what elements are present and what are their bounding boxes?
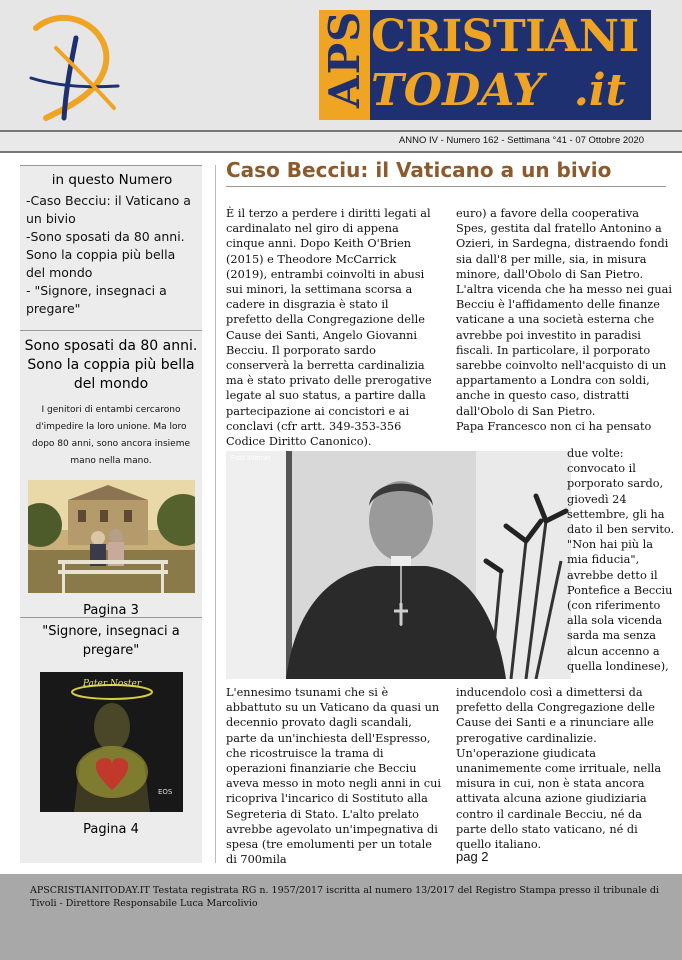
toc-item[interactable]: -Sono sposati da 80 anni. Sono la coppia più bella del mondo xyxy=(26,229,185,280)
issue-info: ANNO IV - Numero 162 - Settimana °41 - 07 Ottobre 2020 xyxy=(398,135,644,146)
brand-tld: .it xyxy=(573,65,626,116)
pater-noster-illustration xyxy=(40,672,183,812)
article-col1: È il terzo a perdere i diritti legati al cardinalato nel giro di appena cinque anni. Dopo Keith O'Brien (2015) e Theodore McCarrick (2019), entrambi coinvolti in abusi sui minori, la settimana scorsa a cadere in disgrazia è stato il prefetto della Congregazione delle Cause dei Santi, Angelo Giovanni Becciu. Il porporato sardo conserverà la berretta cardinalizia ma è stato privato delle prerogative legate al suo status, a partire dalla partecipazione ai concistori e ai conclavi (cfr artt. 349-353-356 Codice Diritto Canonico). xyxy=(226,207,432,449)
toc-section xyxy=(20,166,202,331)
article-headline: Caso Becciu: il Vaticano a un bivio xyxy=(226,158,612,182)
footer-text: APSCRISTIANITODAY.IT Testata registrata RG n. 1957/2017 iscritta al numero 13/2017 del Registro Stampa presso il tribunale di Tivoli - Direttore Responsabile Luca Marcolivio xyxy=(30,885,659,909)
toc-title: in questo Numero xyxy=(51,172,173,188)
headline-rule xyxy=(226,186,666,187)
story1-title[interactable]: Sono sposati da 80 anni. Sono la coppia più bella del mondo xyxy=(24,338,198,392)
article-col2-bottom: inducendolo così a dimettersi da prefetto della Congregazione delle Cause dei Santi e a rinunciare alle prerogative cardinalizie. Un'operazione giudicata unanimemente come irrituale, nella misura in cui, non è stata ancora attivata alcuna azione giudiziaria contro il cardinale Becciu, né da parte dello stato vaticano, né di quello italiano. xyxy=(456,686,662,852)
column-divider xyxy=(215,165,216,863)
svg-text:EOS: EOS xyxy=(157,788,172,796)
continue-link[interactable]: pag 2 xyxy=(456,849,489,864)
sidebar xyxy=(20,165,202,863)
story1-section xyxy=(20,331,202,618)
page-body xyxy=(0,153,682,874)
top-rule xyxy=(0,130,682,132)
article-col2-wrap: due volte: convocato il porporato sardo, giovedì 24 settembre, gli ha dato il ben servito. "Non hai più la mia fiducia", avrebbe detto il Pontefice a Becciu (con riferimento alla sola vicenda sarda ma senza alcun accenno a quella londinese), xyxy=(567,447,675,673)
brand-banner xyxy=(319,10,651,120)
toc-item[interactable]: -Caso Becciu: il Vaticano a un bivio xyxy=(26,193,191,226)
brand-aps: APS xyxy=(320,10,369,108)
story2-title[interactable]: "Signore, insegnaci a pregare" xyxy=(42,624,180,658)
article-col2-lead: Papa Francesco non ci ha pensato xyxy=(456,419,652,433)
brand-today: TODAY xyxy=(371,65,544,116)
brand-line2 xyxy=(371,64,626,118)
photo-credit: Foto Internet xyxy=(231,455,271,462)
footer xyxy=(0,874,682,960)
couple-photo xyxy=(28,480,195,593)
story2-page-link[interactable]: Pagina 4 xyxy=(83,822,139,837)
story1-desc: I genitori di entambi cercarono d'impedire la loro unione. Ma loro dopo 80 anni, sono ancora insieme mano nella mano. xyxy=(31,405,190,466)
becciu-photo xyxy=(226,451,571,679)
article-col2-text: euro) a favore della cooperativa Spes, gestita dal fratello Antonino a Ozieri, in Sardegna, distraendo fondi sia dall'8 per mille, sia, in misura minore, dall'Obolo di San Pietro. L'altra vicenda che ha messo nei guai Becciu è l'affidamento delle finanze vaticane a una società esterna che avrebbe poi investito in paradisi fiscali. In particolare, il porporato sarebbe coinvolto nell'acquisto di un appartamento a Londra con soldi, anche in questo caso, distratti dall'Obolo di San Pietro. xyxy=(456,207,672,418)
story1-page-link[interactable]: Pagina 3 xyxy=(83,603,139,618)
masthead xyxy=(0,0,682,130)
article-col2 xyxy=(456,206,672,434)
pater-noster-label: Pater Noster xyxy=(82,679,141,689)
toc-item[interactable]: - "Signore, insegnaci a pregare" xyxy=(26,283,167,316)
article-col1-bottom: L'ennesimo tsunami che si è abbattuto su un Vaticano da quasi un decennio provato dagli scandali, parte da un'inchiesta dell'Espresso, che ricostruisce la trama di operazioni finanziarie che Becciu aveva messo in moto negli anni in cui ricopriva l'incarico di Sostituto alla Segreteria di Stato. L'alto prelato avrebbe agevolato un'impegnativa di spesa (tre emolumenti per un totale di 700mila xyxy=(226,686,442,867)
story2-section xyxy=(20,618,202,858)
brand-line1: CRISTIANI xyxy=(371,11,639,62)
fish-logo-icon xyxy=(26,8,121,123)
